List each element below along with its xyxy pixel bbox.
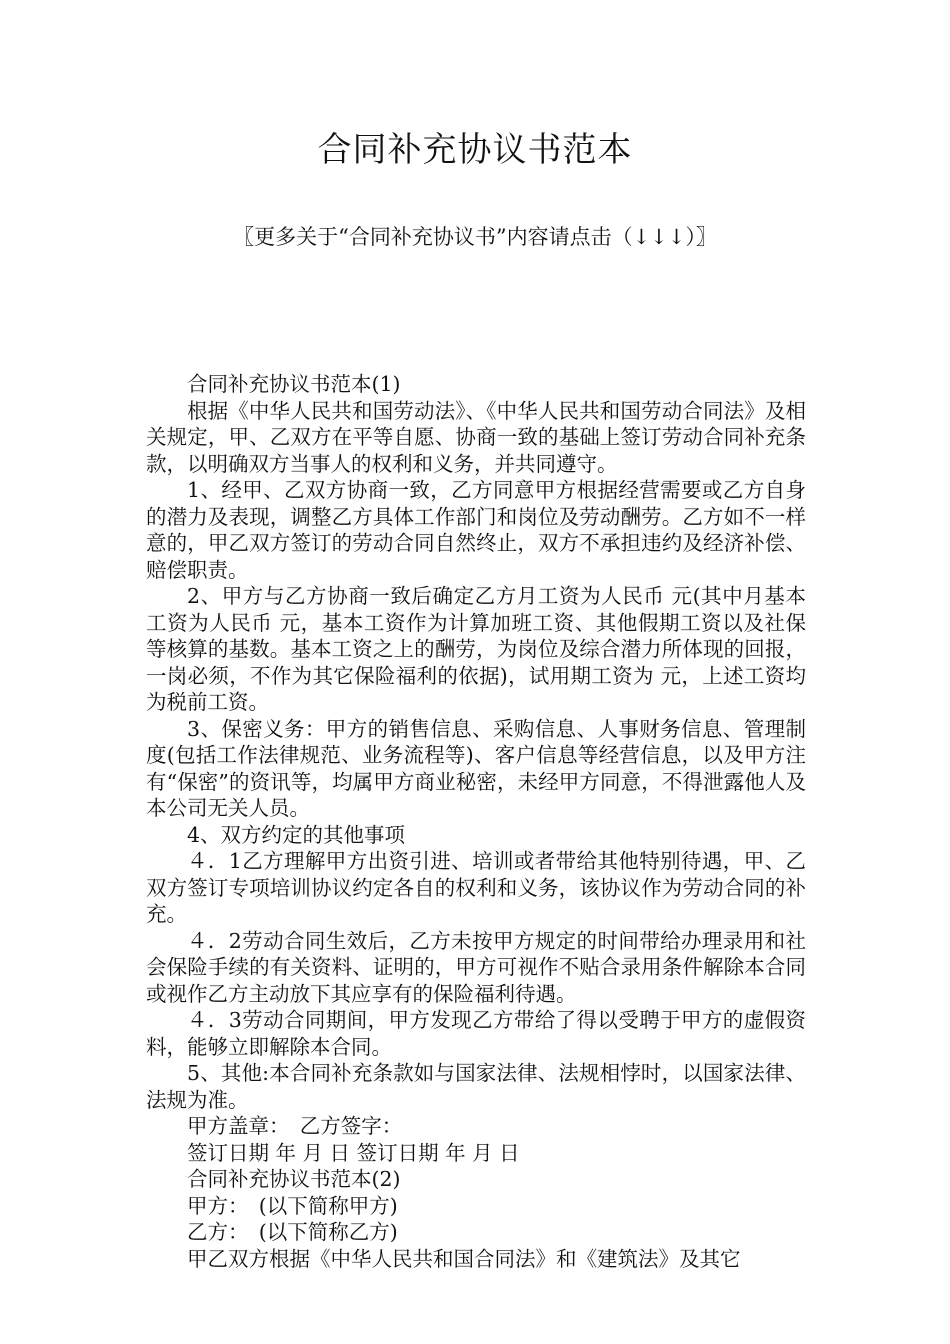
paragraph: 3、保密义务：甲方的销售信息、采购信息、人事财务信息、管理制度(包括工作法律规范、业务流程等)、客户信息等经营信息，以及甲方注有“保密”的资讯等，均属甲方商业秘密，未经甲方同意，不得泄露他人及本公司无关人员。: [146, 716, 806, 820]
paragraph: ４．3劳动合同期间，甲方发现乙方带给了得以受聘于甲方的虚假资料，能够立即解除本合同。: [146, 1008, 806, 1059]
date-line: 签订日期 年 月 日 签订日期 年 月 日: [187, 1140, 520, 1165]
party-b-line: 乙方： (以下简称乙方): [187, 1220, 398, 1244]
document-title: 合同补充协议书范本: [317, 130, 633, 170]
section-heading: 合同补充协议书范本(1): [187, 372, 401, 396]
paragraph: ４．2劳动合同生效后，乙方未按甲方规定的时间带给办理录用和社会保险手续的有关资料、证明的，甲方可视作不贴合录用条件解除本合同或视作乙方主动放下其应享有的保险福利待遇。: [146, 928, 806, 1006]
paragraph: 2、甲方与乙方协商一致后确定乙方月工资为人民币 元(其中月基本工资为人民币 元，基本工资作为计算加班工资、其他假期工资以及社保等核算的基数。基本工资之上的酬劳，为岗位及综合潜力所体现的回报，一岗必须，不作为其它保险福利的依据)，试用期工资为 元，上述工资均为税前工资。: [146, 584, 806, 714]
party-a-line: 甲方： (以下简称甲方): [187, 1193, 398, 1218]
signature-line: 甲方盖章： 乙方签字：: [187, 1114, 403, 1138]
paragraph: ４．1乙方理解甲方出资引进、培训或者带给其他特别待遇，甲、乙双方签订专项培训协议约定各自的权利和义务，该协议作为劳动合同的补充。: [146, 849, 806, 926]
paragraph: 5、其他:本合同补充条款如与国家法律、法规相悖时，以国家法律、法规为准。: [146, 1061, 806, 1112]
section-heading: 合同补充协议书范本(2): [187, 1167, 401, 1191]
document-body: [146, 371, 806, 1272]
more-content-link[interactable]: 〖更多关于“合同补充协议书”内容请点击（↓↓↓）〗: [233, 225, 717, 249]
paragraph: 1、经甲、乙双方协商一致，乙方同意甲方根据经营需要或乙方自身的潜力及表现，调整乙方具体工作部门和岗位及劳动酬劳。乙方如不一样意的，甲乙双方签订的劳动合同自然终止，双方不承担违约及经济补偿、赔偿职责。: [146, 478, 806, 582]
paragraph: 甲乙双方根据《中华人民共和国合同法》和《建筑法》及其它: [187, 1246, 741, 1271]
paragraph: 4、双方约定的其他事项: [187, 822, 406, 847]
paragraph: 根据《中华人民共和国劳动法》、《中华人民共和国劳动合同法》及相关规定，甲、乙双方在平等自愿、协商一致的基础上签订劳动合同补充条款，以明确双方当事人的权利和义务，并共同遵守。: [146, 398, 806, 476]
